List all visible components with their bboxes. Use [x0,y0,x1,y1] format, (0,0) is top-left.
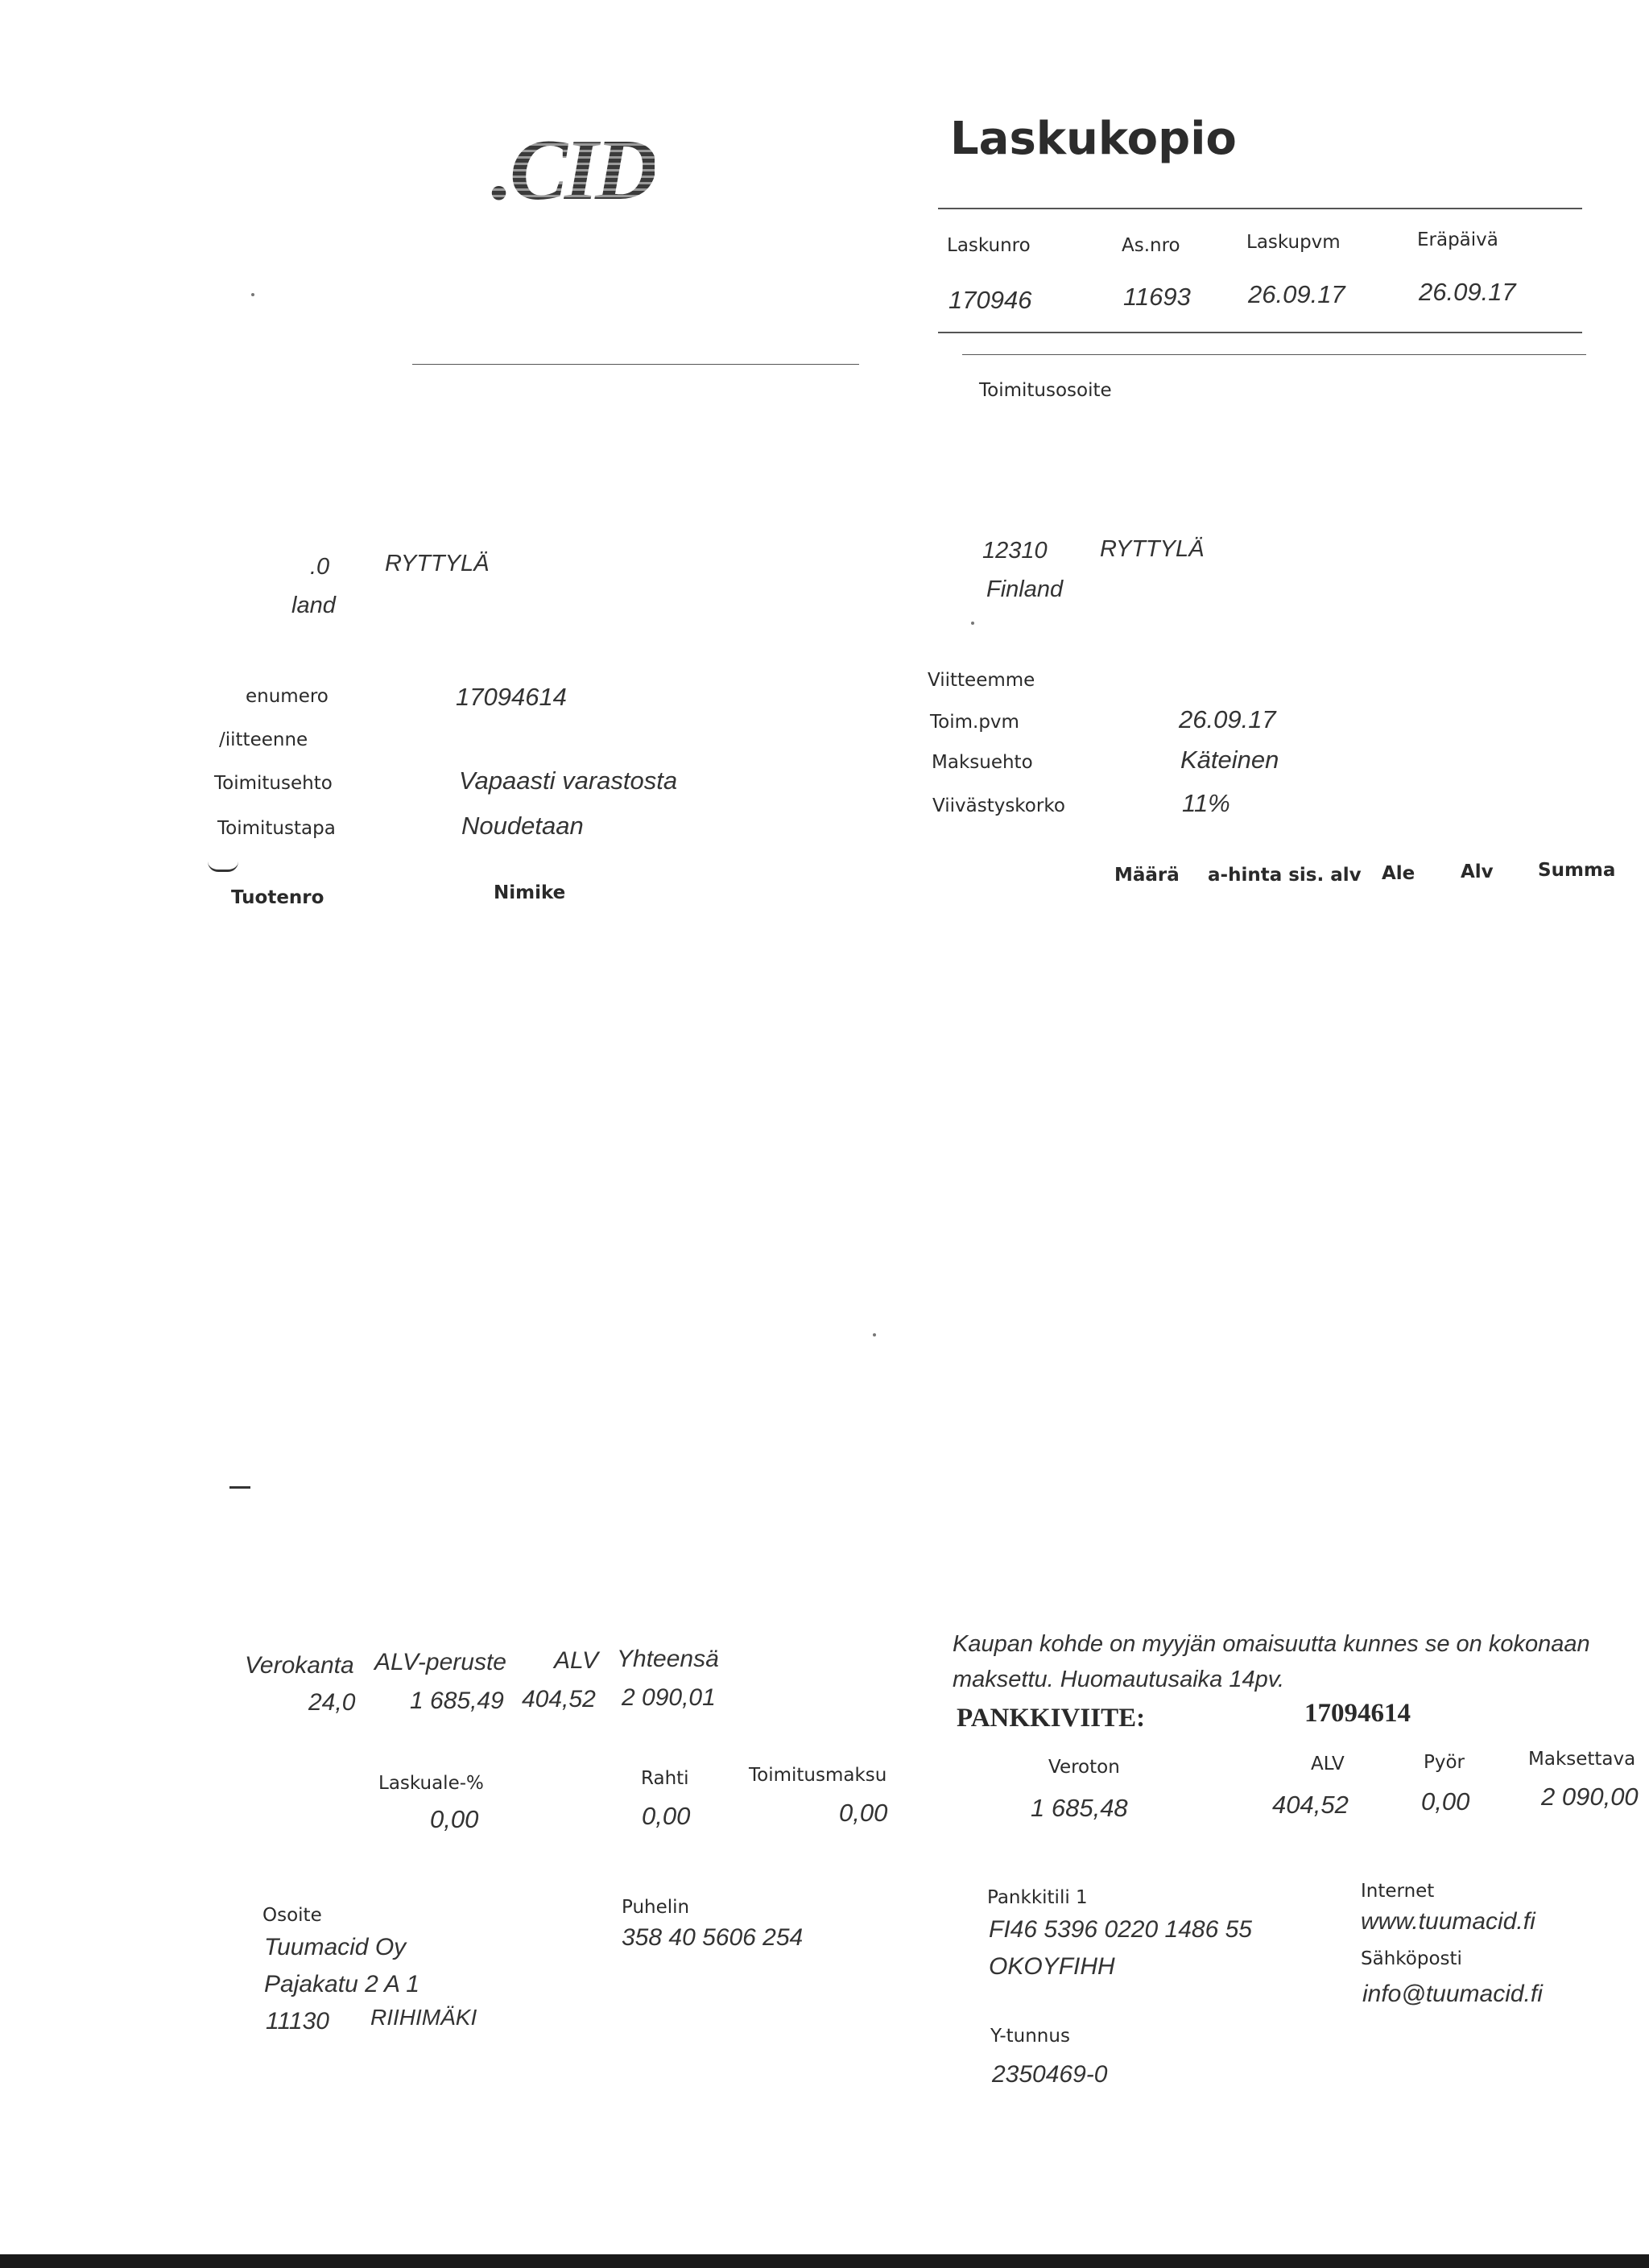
scan-dot [971,622,974,625]
delivery-method: Noudetaan [461,812,584,840]
totals-vat: 404,52 [1272,1791,1349,1819]
vat-total-label: Yhteensä [617,1646,719,1672]
late-interest-label: Viivästyskorko [932,795,1065,816]
footer-address-label: Osoite [262,1905,322,1926]
company-logo: .CID [491,121,655,221]
invoice-date: 26.09.17 [1248,280,1345,308]
due-date-label: Eräpäivä [1417,229,1498,250]
scan-dot [873,1333,876,1336]
footer-bic: OKOYFIHH [989,1953,1115,1980]
delivery-city: RYTTYLÄ [1100,536,1205,562]
amount-due: 2 090,00 [1541,1783,1639,1811]
header-top-rule [938,208,1582,209]
footer-internet-label: Internet [1361,1881,1435,1902]
order-number: 17094614 [456,683,567,711]
payment-terms-label: Maksuehto [932,752,1033,773]
late-interest: 11% [1182,789,1230,817]
invoice-number: 170946 [948,286,1032,314]
footer-email[interactable]: info@tuumacid.fi [1362,1981,1543,2007]
col-discount: Ale [1382,863,1415,884]
vat-base-label: ALV-peruste [374,1649,506,1675]
scan-dot [251,293,254,296]
due-date: 26.09.17 [1419,278,1516,306]
footer-phone: 358 40 5606 254 [622,1924,804,1951]
header-bottom-rule-2 [962,354,1586,355]
col-quantity: Määrä [1114,865,1180,886]
freight: 0,00 [642,1802,691,1830]
delivery-terms: Vapaasti varastosta [459,766,678,795]
ownership-note-line1: Kaupan kohde on myyjän omaisuutta kunnes se on kokonaan [953,1631,1590,1657]
freight-label: Rahti [641,1768,689,1789]
footer-iban: FI46 5396 0220 1486 55 [989,1916,1252,1943]
rounding: 0,00 [1421,1787,1470,1816]
vat-amount: 404,52 [522,1686,596,1712]
footer-email-label: Sähköposti [1361,1948,1462,1969]
ownership-note-line2: maksettu. Huomautusaika 14pv. [953,1667,1285,1692]
net-amount: 1 685,48 [1031,1794,1128,1822]
delivery-fee: 0,00 [839,1799,888,1827]
billing-postal-code: .0 [310,554,330,580]
footer-postal: 11130 [266,2008,329,2035]
footer-ytunnus: 2350469-0 [992,2061,1108,2088]
payment-terms: Käteinen [1180,746,1279,774]
address-window-rule [412,364,859,365]
delivery-terms-label: Toimitusehto [214,773,333,794]
discount-percent-label: Laskuale-% [378,1773,484,1794]
net-amount-label: Veroton [1048,1757,1120,1778]
vat-base: 1 685,49 [410,1688,504,1714]
header-bottom-rule [938,332,1582,333]
delivery-date-label: Toim.pvm [930,712,1019,733]
footer-company: Tuumacid Oy [264,1934,407,1960]
footer-website[interactable]: www.tuumacid.fi [1361,1908,1535,1935]
order-number-label: enumero [246,686,329,707]
col-unit-price: a-hinta sis. alv [1208,865,1362,886]
discount-percent: 0,00 [430,1805,479,1833]
bank-reference: 17094614 [1304,1699,1411,1728]
rounding-label: Pyör [1424,1752,1465,1773]
footer-bank-label: Pankkitili 1 [987,1887,1088,1908]
our-reference-label: Viitteemme [928,670,1035,691]
totals-vat-label: ALV [1311,1754,1345,1774]
billing-city: RYTTYLÄ [385,551,490,576]
page-title: Laskukopio [950,113,1237,165]
delivery-address-label: Toimitusosoite [979,380,1112,401]
col-vat: Alv [1461,861,1494,882]
customer-number-label: As.nro [1122,235,1180,256]
vat-amount-label: ALV [554,1647,599,1674]
col-sum: Summa [1538,860,1616,881]
invoice-number-label: Laskunro [947,235,1031,256]
delivery-date: 26.09.17 [1179,705,1276,733]
footer-phone-label: Puhelin [622,1897,690,1918]
footer-city: RIIHIMÄKI [370,2005,477,2030]
delivery-postal-code: 12310 [982,538,1048,564]
vat-total: 2 090,01 [622,1684,716,1711]
footer-street: Pajakatu 2 A 1 [264,1971,419,1997]
col-item-name: Nimike [494,882,566,903]
vat-rate-label: Verokanta [245,1652,354,1679]
scan-mark [229,1486,250,1489]
delivery-country: Finland [986,576,1064,602]
bank-reference-label: PANKKIVIITE: [957,1704,1146,1733]
scan-bottom-edge [0,2254,1649,2268]
your-reference-label: /iitteenne [219,729,308,750]
scan-mark [208,861,238,872]
delivery-method-label: Toimitustapa [217,818,336,839]
amount-due-label: Maksettava [1528,1749,1636,1770]
invoice-date-label: Laskupvm [1246,232,1341,253]
customer-number: 11693 [1123,283,1191,311]
col-product-number: Tuotenro [231,887,324,908]
billing-country: land [291,593,336,618]
footer-ytunnus-label: Y-tunnus [990,2026,1070,2047]
delivery-fee-label: Toimitusmaksu [749,1765,887,1786]
vat-rate: 24,0 [308,1689,356,1716]
